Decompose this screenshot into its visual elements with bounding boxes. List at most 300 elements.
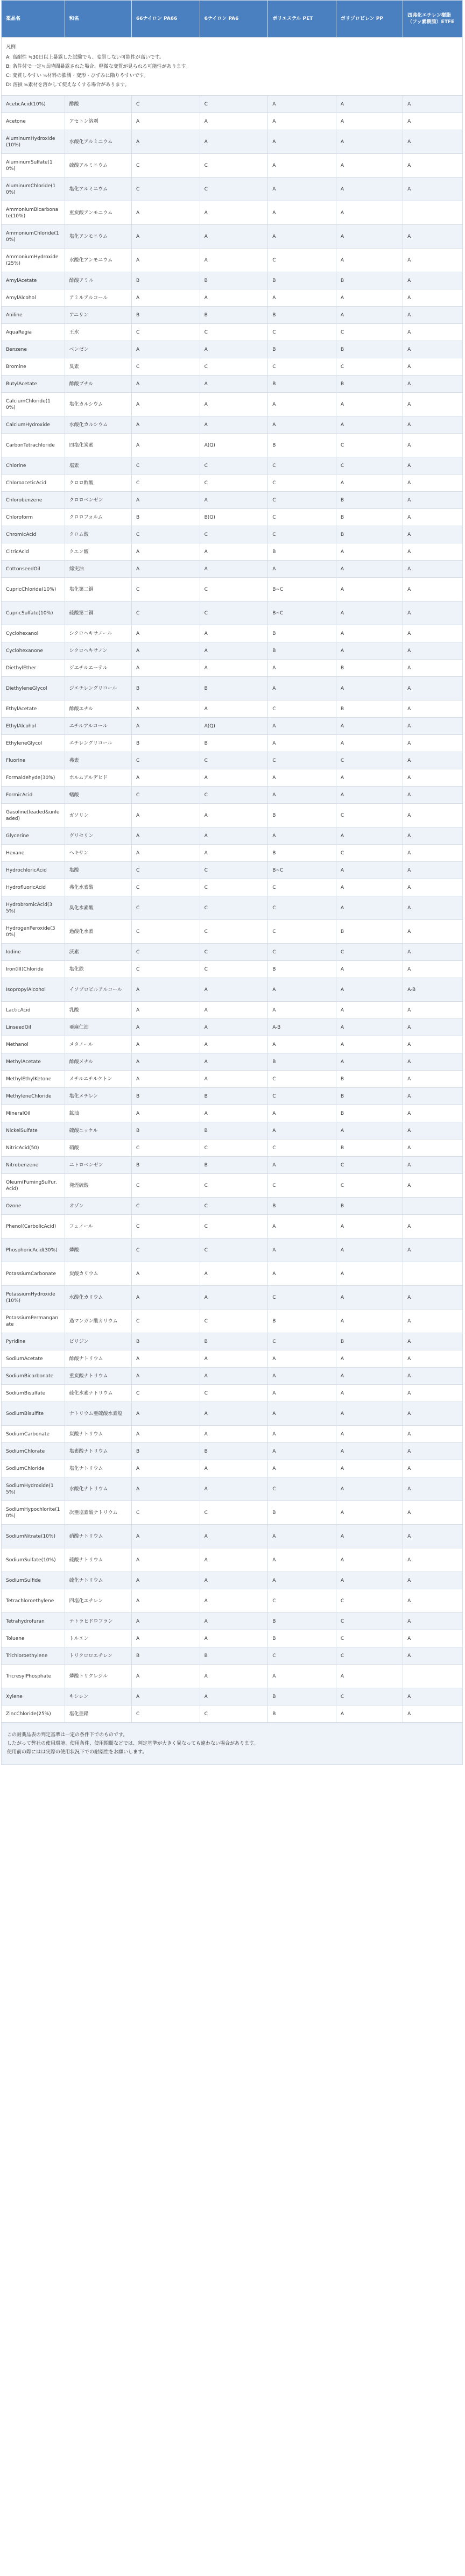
- pp-cell: A: [336, 625, 403, 642]
- etfe-cell: A: [403, 393, 463, 416]
- table-row: [2, 475, 463, 492]
- japanese-name-cell: 塩化亜鉛: [65, 1705, 131, 1723]
- pa66-cell: A: [131, 1368, 200, 1385]
- table-row: [2, 1630, 463, 1647]
- japanese-name-cell: 酢酸メチル: [65, 1053, 131, 1071]
- japanese-name-cell: 硝酸ナトリウム: [65, 1525, 131, 1548]
- chemical-name-cell: Bromine: [2, 358, 65, 376]
- pa6-cell: A: [200, 642, 268, 660]
- pa6-cell: A: [200, 804, 268, 827]
- pet-cell: A: [268, 1157, 336, 1174]
- pp-cell: A: [336, 1385, 403, 1402]
- legend-line: B: 条件付で一定≒長時間暴露された場合、軽微な変質が見られる可能性があります。: [6, 64, 191, 69]
- pa6-cell: A: [200, 249, 268, 272]
- chemical-name-cell: IsopropylAlcohol: [2, 978, 65, 1002]
- japanese-name-cell: 塩化メチレン: [65, 1088, 131, 1105]
- etfe-cell: A: [403, 434, 463, 457]
- japanese-name-cell: イソプロピルアルコール: [65, 978, 131, 1002]
- chemical-name-cell: FormicAcid: [2, 787, 65, 804]
- chemical-name-cell: CupricChloride(10%): [2, 578, 65, 601]
- japanese-name-cell: 沃素: [65, 944, 131, 961]
- chemical-name-cell: Gasoline(leaded&unleaded): [2, 804, 65, 827]
- table-row: [2, 1402, 463, 1426]
- pa66-cell: B: [131, 1333, 200, 1350]
- header-pa6: 6ナイロン PA6: [200, 1, 268, 38]
- japanese-name-cell: 硫化水素ナトリウム: [65, 1385, 131, 1402]
- pet-cell: C: [268, 358, 336, 376]
- pp-cell: B: [336, 1088, 403, 1105]
- pa66-cell: C: [131, 578, 200, 601]
- japanese-name-cell: 塩化ナトリウム: [65, 1460, 131, 1477]
- header-pet: ポリエステル PET: [268, 1, 336, 38]
- footer-line: この耐薬品表の判定基準は一定の条件下でのものです。: [7, 1732, 128, 1738]
- table-row: [2, 509, 463, 526]
- etfe-cell: A: [403, 475, 463, 492]
- chemical-name-cell: AmmoniumHydroxide(25%): [2, 249, 65, 272]
- pa6-cell: A: [200, 1548, 268, 1572]
- chemical-name-cell: Toluene: [2, 1630, 65, 1647]
- pet-cell: A: [268, 718, 336, 735]
- etfe-cell: A: [403, 862, 463, 879]
- etfe-cell: A-B: [403, 978, 463, 1002]
- table-row: [2, 1477, 463, 1501]
- pp-cell: A: [336, 393, 403, 416]
- chemical-name-cell: HydrogenPeroxide(30%): [2, 920, 65, 944]
- chemical-name-cell: AmmoniumBicarbonate(10%): [2, 201, 65, 225]
- japanese-name-cell: クエン酸: [65, 543, 131, 561]
- etfe-cell: A: [403, 358, 463, 376]
- pet-cell: C: [268, 457, 336, 475]
- etfe-cell: A: [403, 601, 463, 625]
- japanese-name-cell: 水酸化アンモニウム: [65, 249, 131, 272]
- pa6-cell: C: [200, 475, 268, 492]
- pp-cell: C: [336, 1174, 403, 1198]
- table-row: [2, 1105, 463, 1122]
- pp-cell: B: [336, 376, 403, 393]
- japanese-name-cell: オゾン: [65, 1198, 131, 1215]
- pa6-cell: B: [200, 307, 268, 324]
- pa66-cell: C: [131, 1198, 200, 1215]
- japanese-name-cell: 硫酸ナトリウム: [65, 1548, 131, 1572]
- chemical-name-cell: Formaldehyde(30%): [2, 769, 65, 787]
- pet-cell: B: [268, 307, 336, 324]
- pp-cell: B: [336, 1105, 403, 1122]
- table-row: [2, 1368, 463, 1385]
- chemical-name-cell: Trichloroethylene: [2, 1647, 65, 1665]
- pp-cell: A: [336, 879, 403, 896]
- table-row: [2, 393, 463, 416]
- pet-cell: A: [268, 1525, 336, 1548]
- etfe-cell: [403, 201, 463, 225]
- pp-cell: A: [336, 1350, 403, 1368]
- pa66-cell: C: [131, 862, 200, 879]
- pa66-cell: C: [131, 96, 200, 113]
- table-row: [2, 492, 463, 509]
- footer-note: [1, 1723, 463, 1765]
- pa6-cell: C: [200, 154, 268, 178]
- table-row: [2, 1262, 463, 1286]
- pa66-cell: A: [131, 341, 200, 358]
- japanese-name-cell: メタノール: [65, 1036, 131, 1053]
- pp-cell: C: [336, 457, 403, 475]
- table-row: [2, 879, 463, 896]
- pa66-cell: A: [131, 289, 200, 307]
- table-row: [2, 1157, 463, 1174]
- table-row: [2, 561, 463, 578]
- table-row: [2, 1665, 463, 1688]
- japanese-name-cell: クロム酸: [65, 526, 131, 543]
- table-row: [2, 1174, 463, 1198]
- etfe-cell: A: [403, 879, 463, 896]
- pa66-cell: A: [131, 249, 200, 272]
- etfe-cell: [403, 1262, 463, 1286]
- legend-line: D: 溶損 ≒素材を溶かして使えなくする場合があります。: [6, 82, 130, 88]
- pet-cell: A: [268, 130, 336, 154]
- chemical-name-cell: Tetrahydrofuran: [2, 1613, 65, 1630]
- pp-cell: A: [336, 862, 403, 879]
- pa6-cell: C: [200, 920, 268, 944]
- table-row: [2, 944, 463, 961]
- japanese-name-cell: アニリン: [65, 307, 131, 324]
- pa66-cell: A: [131, 1286, 200, 1310]
- pet-cell: C: [268, 509, 336, 526]
- etfe-cell: A: [403, 700, 463, 718]
- pa66-cell: A: [131, 1613, 200, 1630]
- pa66-cell: B: [131, 307, 200, 324]
- chemical-name-cell: Ozone: [2, 1198, 65, 1215]
- pa66-cell: A: [131, 543, 200, 561]
- pp-cell: A: [336, 1402, 403, 1426]
- chemical-name-cell: NickelSulfate: [2, 1122, 65, 1140]
- pet-cell: C: [268, 944, 336, 961]
- pp-cell: A: [336, 1665, 403, 1688]
- etfe-cell: A: [403, 944, 463, 961]
- chemical-name-cell: Phenol(CarbolicAcid): [2, 1215, 65, 1239]
- pp-cell: C: [336, 1647, 403, 1665]
- pp-cell: C: [336, 1589, 403, 1613]
- pet-cell: A: [268, 1105, 336, 1122]
- japanese-name-cell: メチルエチルケトン: [65, 1071, 131, 1088]
- japanese-name-cell: 酢酸ナトリウム: [65, 1350, 131, 1368]
- pet-cell: A: [268, 769, 336, 787]
- table-row: [2, 1548, 463, 1572]
- pp-cell: C: [336, 1630, 403, 1647]
- japanese-name-cell: 蟻酸: [65, 787, 131, 804]
- chemical-name-cell: PotassiumCarbonate: [2, 1262, 65, 1286]
- chemical-name-cell: Chlorine: [2, 457, 65, 475]
- japanese-name-cell: 酢酸: [65, 96, 131, 113]
- pet-cell: A: [268, 1239, 336, 1262]
- pp-cell: B: [336, 920, 403, 944]
- pa66-cell: A: [131, 718, 200, 735]
- chemical-name-cell: CitricAcid: [2, 543, 65, 561]
- pa66-cell: A: [131, 1426, 200, 1443]
- table-row: [2, 376, 463, 393]
- pet-cell: C: [268, 1140, 336, 1157]
- pa6-cell: A: [200, 393, 268, 416]
- pa66-cell: B: [131, 1443, 200, 1460]
- chemical-name-cell: AceticAcid(10%): [2, 96, 65, 113]
- pa6-cell: B: [200, 735, 268, 752]
- table-row: [2, 718, 463, 735]
- chemical-name-cell: CalciumHydroxide: [2, 416, 65, 434]
- chemical-name-cell: HydrobromicAcid(35%): [2, 896, 65, 920]
- etfe-cell: A: [403, 804, 463, 827]
- pet-cell: B: [268, 1613, 336, 1630]
- pp-cell: A: [336, 1002, 403, 1019]
- pa6-cell: C: [200, 961, 268, 978]
- chemical-name-cell: SodiumHypochlorite(10%): [2, 1501, 65, 1525]
- japanese-name-cell: トリクロロエチレン: [65, 1647, 131, 1665]
- japanese-name-cell: トルエン: [65, 1630, 131, 1647]
- chemical-name-cell: NitricAcid(50): [2, 1140, 65, 1157]
- chemical-name-cell: LinseedOil: [2, 1019, 65, 1036]
- pet-cell: B: [268, 543, 336, 561]
- table-row: [2, 1705, 463, 1723]
- etfe-cell: A: [403, 787, 463, 804]
- etfe-cell: A: [403, 376, 463, 393]
- chemical-name-cell: SodiumSulfide: [2, 1572, 65, 1589]
- table-row: [2, 1019, 463, 1036]
- pa6-cell: A: [200, 1426, 268, 1443]
- etfe-cell: A: [403, 718, 463, 735]
- pa66-cell: A: [131, 113, 200, 130]
- chemical-name-cell: CarbonTetrachloride: [2, 434, 65, 457]
- pet-cell: C: [268, 1589, 336, 1613]
- japanese-name-cell: 燐酸: [65, 1239, 131, 1262]
- pet-cell: B: [268, 1630, 336, 1647]
- chemical-name-cell: AquaRegia: [2, 324, 65, 341]
- japanese-name-cell: ニトロベンゼン: [65, 1157, 131, 1174]
- pet-cell: C: [268, 1333, 336, 1350]
- japanese-name-cell: 綿実油: [65, 561, 131, 578]
- japanese-name-cell: キシレン: [65, 1688, 131, 1705]
- pet-cell: C: [268, 1477, 336, 1501]
- etfe-cell: A: [403, 677, 463, 700]
- pa66-cell: C: [131, 358, 200, 376]
- japanese-name-cell: ベンゼン: [65, 341, 131, 358]
- chemical-name-cell: PhosphoricAcid(30%): [2, 1239, 65, 1262]
- chemical-name-cell: Benzene: [2, 341, 65, 358]
- table-row: [2, 862, 463, 879]
- pa6-cell: C: [200, 457, 268, 475]
- pet-cell: C: [268, 1647, 336, 1665]
- pa66-cell: A: [131, 1036, 200, 1053]
- table-row: [2, 1443, 463, 1460]
- pa6-cell: C: [200, 896, 268, 920]
- pp-cell: A: [336, 1368, 403, 1385]
- table-row: [2, 920, 463, 944]
- chemical-name-cell: SodiumBisulfite: [2, 1402, 65, 1426]
- etfe-cell: A: [403, 543, 463, 561]
- pet-cell: B: [268, 1688, 336, 1705]
- pa66-cell: A: [131, 827, 200, 845]
- pet-cell: C: [268, 1071, 336, 1088]
- pa66-cell: A: [131, 1071, 200, 1088]
- pp-cell: A: [336, 307, 403, 324]
- pa66-cell: C: [131, 475, 200, 492]
- pa6-cell: A: [200, 827, 268, 845]
- pet-cell: A: [268, 1215, 336, 1239]
- pa66-cell: C: [131, 1140, 200, 1157]
- pa6-cell: A: [200, 1262, 268, 1286]
- pet-cell: A: [268, 1426, 336, 1443]
- pa66-cell: C: [131, 879, 200, 896]
- pa6-cell: A: [200, 1053, 268, 1071]
- chemical-name-cell: Iodine: [2, 944, 65, 961]
- japanese-name-cell: ガソリン: [65, 804, 131, 827]
- pp-cell: C: [336, 752, 403, 769]
- pp-cell: B: [336, 700, 403, 718]
- etfe-cell: A: [403, 1443, 463, 1460]
- pa66-cell: B: [131, 1088, 200, 1105]
- pa6-cell: B: [200, 272, 268, 289]
- table-row: [2, 1215, 463, 1239]
- pet-cell: B: [268, 1705, 336, 1723]
- pa6-cell: C: [200, 96, 268, 113]
- pa6-cell: A: [200, 1071, 268, 1088]
- japanese-name-cell: ヘキサン: [65, 845, 131, 862]
- japanese-name-cell: 水酸化ナトリウム: [65, 1477, 131, 1501]
- pa66-cell: A: [131, 201, 200, 225]
- pa66-cell: A: [131, 1019, 200, 1036]
- chemical-name-cell: AluminumSulfate(10%): [2, 154, 65, 178]
- table-row: [2, 1501, 463, 1525]
- pa6-cell: A: [200, 416, 268, 434]
- pa66-cell: C: [131, 1174, 200, 1198]
- pa6-cell: C: [200, 324, 268, 341]
- pp-cell: A: [336, 1525, 403, 1548]
- pa66-cell: A: [131, 1477, 200, 1501]
- pa66-cell: C: [131, 154, 200, 178]
- pet-cell: B: [268, 434, 336, 457]
- chemical-name-cell: Chloroform: [2, 509, 65, 526]
- chemical-name-cell: AmylAlcohol: [2, 289, 65, 307]
- table-row: [2, 1613, 463, 1630]
- pp-cell: A: [336, 578, 403, 601]
- pet-cell: A: [268, 827, 336, 845]
- pa66-cell: A: [131, 1002, 200, 1019]
- table-row: [2, 543, 463, 561]
- etfe-cell: A: [403, 1122, 463, 1140]
- pp-cell: B: [336, 1198, 403, 1215]
- pp-cell: A: [336, 1286, 403, 1310]
- etfe-cell: A: [403, 1174, 463, 1198]
- japanese-name-cell: クロロベンゼン: [65, 492, 131, 509]
- pet-cell: C: [268, 752, 336, 769]
- japanese-name-cell: 亜麻仁油: [65, 1019, 131, 1036]
- pa66-cell: A: [131, 1350, 200, 1368]
- pet-cell: C: [268, 249, 336, 272]
- japanese-name-cell: 硫酸アルミニウム: [65, 154, 131, 178]
- etfe-cell: A: [403, 1071, 463, 1088]
- chemical-name-cell: ButylAcetate: [2, 376, 65, 393]
- table-row: [2, 700, 463, 718]
- pa66-cell: A: [131, 416, 200, 434]
- table-row: [2, 735, 463, 752]
- etfe-cell: A: [403, 752, 463, 769]
- pa6-cell: C: [200, 1385, 268, 1402]
- pa6-cell: A: [200, 1613, 268, 1630]
- japanese-name-cell: 臭素: [65, 358, 131, 376]
- pp-cell: A: [336, 961, 403, 978]
- table-row: [2, 416, 463, 434]
- header-chemical-name: 薬品名: [2, 1, 65, 38]
- legend-cell: [2, 38, 463, 96]
- pa66-cell: A: [131, 1402, 200, 1426]
- pa6-cell: A: [200, 1589, 268, 1613]
- pa66-cell: C: [131, 752, 200, 769]
- pa6-cell: A: [200, 1402, 268, 1426]
- pa6-cell: A: [200, 845, 268, 862]
- chemical-name-cell: SodiumBicarbonate: [2, 1368, 65, 1385]
- pa66-cell: C: [131, 1239, 200, 1262]
- table-row: [2, 752, 463, 769]
- pa66-cell: A: [131, 1053, 200, 1071]
- pa6-cell: B: [200, 1122, 268, 1140]
- etfe-cell: A: [403, 289, 463, 307]
- pp-cell: B: [336, 341, 403, 358]
- etfe-cell: A: [403, 1548, 463, 1572]
- pp-cell: A: [336, 1426, 403, 1443]
- pa66-cell: A: [131, 1630, 200, 1647]
- table-row: [2, 1426, 463, 1443]
- pet-cell: B: [268, 1053, 336, 1071]
- chemical-name-cell: AmmoniumChloride(10%): [2, 225, 65, 249]
- japanese-name-cell: 四塩化エチレン: [65, 1589, 131, 1613]
- pa6-cell: A: [200, 561, 268, 578]
- pet-cell: A: [268, 677, 336, 700]
- chemical-name-cell: SodiumBisulfate: [2, 1385, 65, 1402]
- etfe-cell: A: [403, 1460, 463, 1477]
- pp-cell: A: [336, 416, 403, 434]
- japanese-name-cell: 塩化アンモニウム: [65, 225, 131, 249]
- japanese-name-cell: エチレングリコール: [65, 735, 131, 752]
- etfe-cell: A: [403, 827, 463, 845]
- pa6-cell: C: [200, 1215, 268, 1239]
- etfe-cell: A: [403, 324, 463, 341]
- pet-cell: A: [268, 1385, 336, 1402]
- pet-cell: A: [268, 1572, 336, 1589]
- pa6-cell: A: [200, 376, 268, 393]
- etfe-cell: A: [403, 845, 463, 862]
- pp-cell: B: [336, 272, 403, 289]
- pet-cell: A: [268, 113, 336, 130]
- table-row: [2, 130, 463, 154]
- pa6-cell: A: [200, 130, 268, 154]
- pet-cell: B: [268, 625, 336, 642]
- japanese-name-cell: アミルアルコール: [65, 289, 131, 307]
- pet-cell: C: [268, 700, 336, 718]
- table-row: [2, 1572, 463, 1589]
- japanese-name-cell: 炭酸カリウム: [65, 1262, 131, 1286]
- chemical-name-cell: AmylAcetate: [2, 272, 65, 289]
- japanese-name-cell: ホルムアルデヒド: [65, 769, 131, 787]
- pa6-cell: A: [200, 1460, 268, 1477]
- japanese-name-cell: 塩化鉄: [65, 961, 131, 978]
- japanese-name-cell: 塩化カルシウム: [65, 393, 131, 416]
- japanese-name-cell: ピリジン: [65, 1333, 131, 1350]
- chemical-name-cell: SodiumChloride: [2, 1460, 65, 1477]
- etfe-cell: A: [403, 272, 463, 289]
- pet-cell: A: [268, 416, 336, 434]
- etfe-cell: A: [403, 1426, 463, 1443]
- pet-cell: A: [268, 225, 336, 249]
- pp-cell: A: [336, 130, 403, 154]
- footer-line: 使用前の際にはは実際の使用状況下での耐薬性をお願いします。: [7, 1750, 147, 1755]
- etfe-cell: A: [403, 1368, 463, 1385]
- pa6-cell: A: [200, 1286, 268, 1310]
